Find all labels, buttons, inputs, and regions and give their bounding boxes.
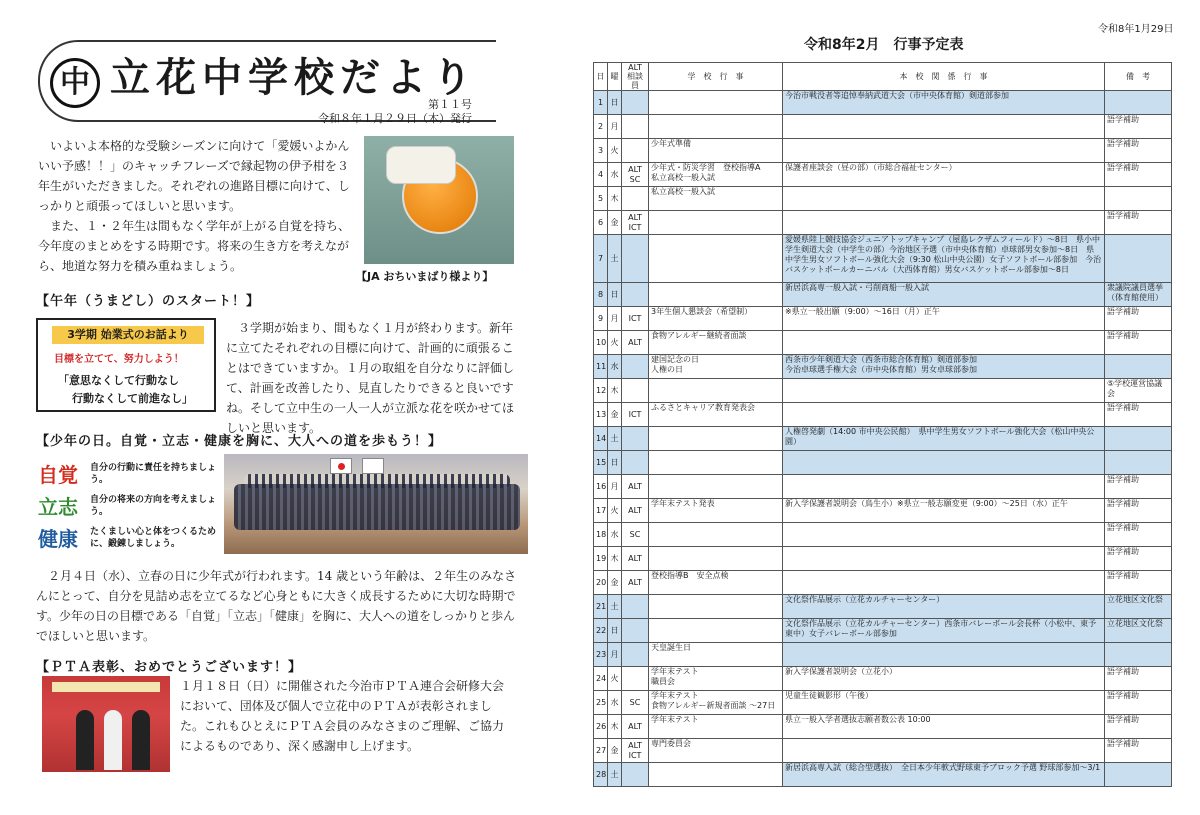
alt-cell bbox=[622, 379, 649, 403]
day-cell: 12 bbox=[594, 379, 608, 403]
school-event-cell bbox=[649, 427, 783, 451]
related-event-cell: ※県立一般出願（9:00）～16日（月）正午 bbox=[783, 307, 1105, 331]
weekday-cell: 月 bbox=[608, 307, 622, 331]
youth-goals-box bbox=[36, 456, 216, 554]
schedule-top-date: 令和8年1月29日 bbox=[1098, 24, 1174, 35]
day-cell: 9 bbox=[594, 307, 608, 331]
school-event-cell: 学年末テスト 食物アレルギー新規者面談 ～27日 bbox=[649, 691, 783, 715]
note-cell: 語学補助 bbox=[1105, 571, 1172, 595]
note-cell bbox=[1105, 235, 1172, 283]
school-flag-icon bbox=[362, 458, 384, 474]
day-cell: 20 bbox=[594, 571, 608, 595]
person bbox=[104, 710, 122, 770]
related-event-cell bbox=[783, 115, 1105, 139]
table-row bbox=[594, 235, 1172, 283]
school-event-cell bbox=[649, 619, 783, 643]
goal-desc: 自分の将来の方向を考えましょう。 bbox=[90, 495, 217, 517]
orange-photo-caption: 【JA おちいまばり様より】 bbox=[356, 270, 494, 283]
day-cell: 16 bbox=[594, 475, 608, 499]
note-cell: 立花地区文化祭 bbox=[1105, 595, 1172, 619]
person bbox=[76, 710, 94, 770]
alt-cell: ALT SC bbox=[622, 163, 649, 187]
related-event-cell bbox=[783, 211, 1105, 235]
alt-cell: ALT bbox=[622, 499, 649, 523]
day-cell: 22 bbox=[594, 619, 608, 643]
alt-cell: SC bbox=[622, 691, 649, 715]
weekday-cell: 土 bbox=[608, 235, 622, 283]
school-event-cell bbox=[649, 283, 783, 307]
alt-cell bbox=[622, 451, 649, 475]
weekday-cell: 日 bbox=[608, 451, 622, 475]
kite-paragraph: ３学期が始まり、間もなく１月が終わります。新年に立てたそれぞれの目標に向けて、計画的に頑張ることはできていますか。１月の取組を自分なりに評価して、計画を改善したり、見直したりできると良いですね。そして立中生の一人一人が立派な花を咲かせてほしいと思います。 bbox=[226, 321, 515, 435]
table-row bbox=[594, 139, 1172, 163]
weekday-cell: 月 bbox=[608, 643, 622, 667]
related-event-cell bbox=[783, 643, 1105, 667]
related-event-cell bbox=[783, 139, 1105, 163]
alt-cell: ICT bbox=[622, 307, 649, 331]
school-crest-icon: 中 bbox=[50, 58, 100, 108]
goal-jikaku bbox=[36, 460, 216, 490]
note-cell: 語学補助 bbox=[1105, 739, 1172, 763]
related-event-cell bbox=[783, 739, 1105, 763]
related-event-cell: 愛媛県陸上競技協会ジュニアトップキャンプ（屋島レクザムフィールド）～8日 県小中学生剣道大会（中学生の部）今治地区予選（市中央体育館）卓球部男女参加～8日 県中学生男女ソフトボール強化大会（9:30 松山中央公園）女子ソフトボール部参加 今治バスケットボールカーニバル（大西体育館）男女バスケットボール部参加～8日 bbox=[783, 235, 1105, 283]
school-event-cell: ふるさとキャリア教育発表会 bbox=[649, 403, 783, 427]
weekday-cell: 水 bbox=[608, 691, 622, 715]
day-cell: 25 bbox=[594, 691, 608, 715]
note-cell: 語学補助 bbox=[1105, 211, 1172, 235]
alt-cell bbox=[622, 139, 649, 163]
note-cell: 衆議院議員選挙 （体育館使用） bbox=[1105, 283, 1172, 307]
day-cell: 19 bbox=[594, 547, 608, 571]
day-cell: 27 bbox=[594, 739, 608, 763]
note-cell: 語学補助 bbox=[1105, 715, 1172, 739]
related-event-cell: 新居浜高専入試（総合型選抜） 全日本少年軟式野球東予ブロック予選 野球部参加～3/1 bbox=[783, 763, 1105, 787]
table-row bbox=[594, 379, 1172, 403]
related-event-cell bbox=[783, 379, 1105, 403]
note-cell: 語学補助 bbox=[1105, 163, 1172, 187]
newsletter-page bbox=[0, 0, 590, 815]
box-slogan: 目標を立てて、努力しよう！ bbox=[54, 354, 184, 365]
related-event-cell: 県立一般入学者選抜志願者数公表 10:00 bbox=[783, 715, 1105, 739]
weekday-cell: 日 bbox=[608, 619, 622, 643]
weekday-cell: 金 bbox=[608, 571, 622, 595]
school-event-cell bbox=[649, 451, 783, 475]
weekday-cell: 日 bbox=[608, 283, 622, 307]
day-cell: 7 bbox=[594, 235, 608, 283]
package-label-image bbox=[386, 146, 456, 184]
day-cell: 5 bbox=[594, 187, 608, 211]
note-cell bbox=[1105, 451, 1172, 475]
day-cell: 1 bbox=[594, 91, 608, 115]
alt-cell bbox=[622, 619, 649, 643]
note-cell: 語学補助 bbox=[1105, 307, 1172, 331]
weekday-cell: 水 bbox=[608, 355, 622, 379]
alt-cell bbox=[622, 187, 649, 211]
alt-cell: ALT bbox=[622, 331, 649, 355]
note-cell bbox=[1105, 643, 1172, 667]
weekday-cell: 月 bbox=[608, 475, 622, 499]
related-event-cell bbox=[783, 547, 1105, 571]
note-cell: 語学補助 bbox=[1105, 139, 1172, 163]
day-cell: 23 bbox=[594, 643, 608, 667]
day-cell: 8 bbox=[594, 283, 608, 307]
table-row bbox=[594, 691, 1172, 715]
box-quote-line1: 「意思なくして行動なし bbox=[58, 374, 179, 387]
table-row bbox=[594, 499, 1172, 523]
school-event-cell bbox=[649, 379, 783, 403]
day-cell: 11 bbox=[594, 355, 608, 379]
note-cell bbox=[1105, 427, 1172, 451]
table-row bbox=[594, 403, 1172, 427]
alt-cell bbox=[622, 667, 649, 691]
weekday-cell: 火 bbox=[608, 139, 622, 163]
weekday-cell: 土 bbox=[608, 427, 622, 451]
weekday-cell: 火 bbox=[608, 499, 622, 523]
day-cell: 21 bbox=[594, 595, 608, 619]
kite-section-heading: 【午年（うまどし）のスタート！】 bbox=[36, 294, 261, 309]
orange-paragraph: いよいよ本格的な受験シーズンに向けて「愛媛いよかん いい予感！！」のキャッチフレーズで縁起物の伊予柑を３年生がいただきました。それぞれの進路目標に向けて、しっかりと頑張ってほしいと思います。 また、１・２年生は間もなく学年が上がる自覚を持ち、今年度のまとめをする時期です。将来の生き方を考えながら、地道な努力を積み重ねましょう。 bbox=[38, 139, 351, 273]
alt-cell bbox=[622, 595, 649, 619]
related-event-cell bbox=[783, 571, 1105, 595]
event-schedule-table bbox=[593, 62, 1172, 787]
person bbox=[132, 710, 150, 770]
note-cell: 語学補助 bbox=[1105, 331, 1172, 355]
goal-word: 立志 bbox=[38, 495, 78, 519]
alt-cell bbox=[622, 643, 649, 667]
weekday-cell: 木 bbox=[608, 379, 622, 403]
goal-risshi bbox=[36, 492, 216, 522]
alt-cell: ICT bbox=[622, 403, 649, 427]
related-event-cell: 西条市少年剣道大会（西条市総合体育館）剣道部参加 今治卓球選手権大会（市中央体育館）男女卓球部参加 bbox=[783, 355, 1105, 379]
alt-cell: ALT bbox=[622, 547, 649, 571]
day-cell: 4 bbox=[594, 163, 608, 187]
table-row bbox=[594, 475, 1172, 499]
weekday-cell: 火 bbox=[608, 667, 622, 691]
alt-cell: SC bbox=[622, 523, 649, 547]
weekday-cell: 日 bbox=[608, 91, 622, 115]
ceremony-group-photo bbox=[224, 454, 528, 554]
related-event-cell bbox=[783, 451, 1105, 475]
note-cell: 語学補助 bbox=[1105, 547, 1172, 571]
table-row bbox=[594, 163, 1172, 187]
box-quote-line2: 行動なくして前進なし」 bbox=[72, 392, 193, 405]
school-event-cell bbox=[649, 547, 783, 571]
opening-ceremony-box bbox=[36, 318, 216, 412]
weekday-cell: 木 bbox=[608, 715, 622, 739]
youth-section-heading: 【少年の日。自覚・立志・健康を胸に、大人への道を歩もう！】 bbox=[36, 434, 443, 449]
pta-section-heading: 【ＰＴＡ表彰、おめでとうございます！】 bbox=[36, 660, 303, 675]
school-event-cell bbox=[649, 595, 783, 619]
related-event-cell: 児童生徒観影形（午後） bbox=[783, 691, 1105, 715]
day-cell: 14 bbox=[594, 427, 608, 451]
related-event-cell: 新居浜高専一般入試・弓削商船一般入試 bbox=[783, 283, 1105, 307]
alt-cell: ALT bbox=[622, 571, 649, 595]
table-row bbox=[594, 643, 1172, 667]
note-cell: 語学補助 bbox=[1105, 667, 1172, 691]
school-event-cell bbox=[649, 763, 783, 787]
table-row bbox=[594, 427, 1172, 451]
col-note-header: 備 考 bbox=[1105, 63, 1172, 91]
table-row bbox=[594, 571, 1172, 595]
weekday-cell: 水 bbox=[608, 523, 622, 547]
school-event-cell: 3年生個人懇談会（希望制） bbox=[649, 307, 783, 331]
pta-award-photo bbox=[42, 676, 170, 772]
related-event-cell: 保護者座談会（昼の部）（市総合福祉センター） bbox=[783, 163, 1105, 187]
note-cell bbox=[1105, 355, 1172, 379]
note-cell bbox=[1105, 187, 1172, 211]
col-school-header: 学 校 行 事 bbox=[649, 63, 783, 91]
table-row bbox=[594, 115, 1172, 139]
goal-word: 自覚 bbox=[38, 463, 78, 487]
weekday-cell: 火 bbox=[608, 331, 622, 355]
school-event-cell bbox=[649, 115, 783, 139]
note-cell: 語学補助 bbox=[1105, 523, 1172, 547]
weekday-cell: 木 bbox=[608, 187, 622, 211]
school-event-cell: 学年末テスト 職員会 bbox=[649, 667, 783, 691]
note-cell: ⑤学校運営協議会 bbox=[1105, 379, 1172, 403]
school-event-cell: 専門委員会 bbox=[649, 739, 783, 763]
weekday-cell: 金 bbox=[608, 739, 622, 763]
table-row bbox=[594, 523, 1172, 547]
alt-cell bbox=[622, 115, 649, 139]
related-event-cell: 文化祭作品展示（立花カルチャーセンター） bbox=[783, 595, 1105, 619]
schedule-body bbox=[594, 91, 1172, 787]
related-event-cell: 新入学保護者説明会（立花小） bbox=[783, 667, 1105, 691]
table-row bbox=[594, 619, 1172, 643]
weekday-cell: 水 bbox=[608, 163, 622, 187]
day-cell: 2 bbox=[594, 115, 608, 139]
goal-desc: たくましい心と体をつくるために、鍛錬しましょう。 bbox=[90, 527, 217, 549]
school-event-cell bbox=[649, 235, 783, 283]
goal-kenko bbox=[36, 524, 216, 554]
weekday-cell: 金 bbox=[608, 403, 622, 427]
table-row bbox=[594, 211, 1172, 235]
day-cell: 15 bbox=[594, 451, 608, 475]
alt-cell bbox=[622, 235, 649, 283]
box-title: 3学期 始業式のお話より bbox=[52, 326, 204, 344]
goal-word: 健康 bbox=[38, 527, 78, 551]
related-event-cell bbox=[783, 331, 1105, 355]
table-row bbox=[594, 283, 1172, 307]
school-event-cell: 天皇誕生日 bbox=[649, 643, 783, 667]
table-row bbox=[594, 667, 1172, 691]
col-day-header: 日 bbox=[594, 63, 608, 91]
day-cell: 24 bbox=[594, 667, 608, 691]
weekday-cell: 土 bbox=[608, 595, 622, 619]
alt-cell: ALT ICT bbox=[622, 211, 649, 235]
note-cell: 語学補助 bbox=[1105, 115, 1172, 139]
goal-desc: 自分の行動に責任を持ちましょう。 bbox=[90, 463, 217, 485]
school-event-cell: 建国記念の日 人権の日 bbox=[649, 355, 783, 379]
related-event-cell bbox=[783, 187, 1105, 211]
orange-photo bbox=[364, 136, 514, 264]
alt-cell bbox=[622, 355, 649, 379]
table-row bbox=[594, 739, 1172, 763]
alt-cell bbox=[622, 427, 649, 451]
day-cell: 17 bbox=[594, 499, 608, 523]
alt-cell: ALT bbox=[622, 475, 649, 499]
related-event-cell bbox=[783, 475, 1105, 499]
day-cell: 28 bbox=[594, 763, 608, 787]
note-cell bbox=[1105, 763, 1172, 787]
note-cell: 語学補助 bbox=[1105, 499, 1172, 523]
school-event-cell bbox=[649, 211, 783, 235]
table-row bbox=[594, 331, 1172, 355]
day-cell: 13 bbox=[594, 403, 608, 427]
weekday-cell: 金 bbox=[608, 211, 622, 235]
note-cell: 語学補助 bbox=[1105, 403, 1172, 427]
table-row bbox=[594, 91, 1172, 115]
day-cell: 10 bbox=[594, 331, 608, 355]
newsletter-title: 立花中学校だより bbox=[110, 54, 478, 101]
youth-paragraph: ２月４日（水）、立春の日に少年式が行われます。14 歳という年齢は、２年生のみなさんにとって、自分を見詰め志を立てるなど心身ともに大きく成長するために大切な時期です。少年の日の目標である「自覚」「立志」「健康」を胸に、大人への道をしっかりと歩んでほしいと思います。 bbox=[36, 569, 517, 643]
schedule-title: 令和8年2月 行事予定表 bbox=[804, 37, 964, 53]
school-event-cell bbox=[649, 91, 783, 115]
alt-cell bbox=[622, 283, 649, 307]
day-cell: 3 bbox=[594, 139, 608, 163]
related-event-cell bbox=[783, 523, 1105, 547]
note-cell bbox=[1105, 91, 1172, 115]
related-event-cell: 今治市戦没者等追悼奉納武道大会（市中央体育館）剣道部参加 bbox=[783, 91, 1105, 115]
related-event-cell: 文化祭作品展示（立花カルチャーセンター）西条市バレーボール会長杯（小松中、東予東中）女子バレーボール部参加 bbox=[783, 619, 1105, 643]
alt-cell: ALT bbox=[622, 715, 649, 739]
weekday-cell: 月 bbox=[608, 115, 622, 139]
school-event-cell: 学年末テスト発表 bbox=[649, 499, 783, 523]
table-row bbox=[594, 451, 1172, 475]
note-cell: 立花地区文化祭 bbox=[1105, 619, 1172, 643]
related-event-cell: 新入学保護者説明会（鳥生小）※県立一般志願変更（9:00）～25日（水）正午 bbox=[783, 499, 1105, 523]
table-row bbox=[594, 307, 1172, 331]
weekday-cell: 土 bbox=[608, 763, 622, 787]
school-event-cell bbox=[649, 523, 783, 547]
alt-cell bbox=[622, 763, 649, 787]
table-row bbox=[594, 187, 1172, 211]
school-event-cell: 少年式準備 bbox=[649, 139, 783, 163]
alt-cell: ALT ICT bbox=[622, 739, 649, 763]
related-event-cell: 人権啓発劇（14:00 市中央公民館） 県中学生男女ソフトボール強化大会（松山中央公園） bbox=[783, 427, 1105, 451]
school-event-cell: 少年式・防災学習 登校指導A 私立高校一般入試 bbox=[649, 163, 783, 187]
issue-date: 令和８年１月２９日（木）発行 bbox=[318, 112, 472, 125]
alt-cell bbox=[622, 91, 649, 115]
school-event-cell: 学年末テスト bbox=[649, 715, 783, 739]
table-row bbox=[594, 715, 1172, 739]
weekday-cell: 木 bbox=[608, 547, 622, 571]
col-related-header: 本 校 関 係 行 事 bbox=[783, 63, 1105, 91]
table-header-row bbox=[594, 63, 1172, 91]
table-row bbox=[594, 763, 1172, 787]
day-cell: 26 bbox=[594, 715, 608, 739]
school-event-cell bbox=[649, 475, 783, 499]
note-cell: 語学補助 bbox=[1105, 691, 1172, 715]
school-event-cell: 食物アレルギー継続者面談 bbox=[649, 331, 783, 355]
issue-number: 第１１号 bbox=[428, 98, 472, 111]
school-event-cell: 私立高校一般入試 bbox=[649, 187, 783, 211]
pta-paragraph: １月１８日（日）に開催された今治市ＰＴＡ連合会研修大会において、団体及び個人で立花中のＰＴＡが表彰されました。これもひとえにＰＴＡ会員のみなさまのご理解、ご協力によるものであり、深く感謝申し上げます。 bbox=[180, 679, 505, 753]
day-cell: 6 bbox=[594, 211, 608, 235]
table-row bbox=[594, 547, 1172, 571]
banner bbox=[52, 682, 160, 692]
related-event-cell bbox=[783, 403, 1105, 427]
day-cell: 18 bbox=[594, 523, 608, 547]
col-dow-header: 曜 bbox=[608, 63, 622, 91]
students-front-rows bbox=[234, 484, 520, 530]
table-row bbox=[594, 355, 1172, 379]
national-flag-icon bbox=[330, 458, 352, 474]
note-cell: 語学補助 bbox=[1105, 475, 1172, 499]
table-row bbox=[594, 595, 1172, 619]
school-event-cell: 登校指導B 安全点検 bbox=[649, 571, 783, 595]
col-alt-header: ALT 相談員 bbox=[622, 63, 649, 91]
